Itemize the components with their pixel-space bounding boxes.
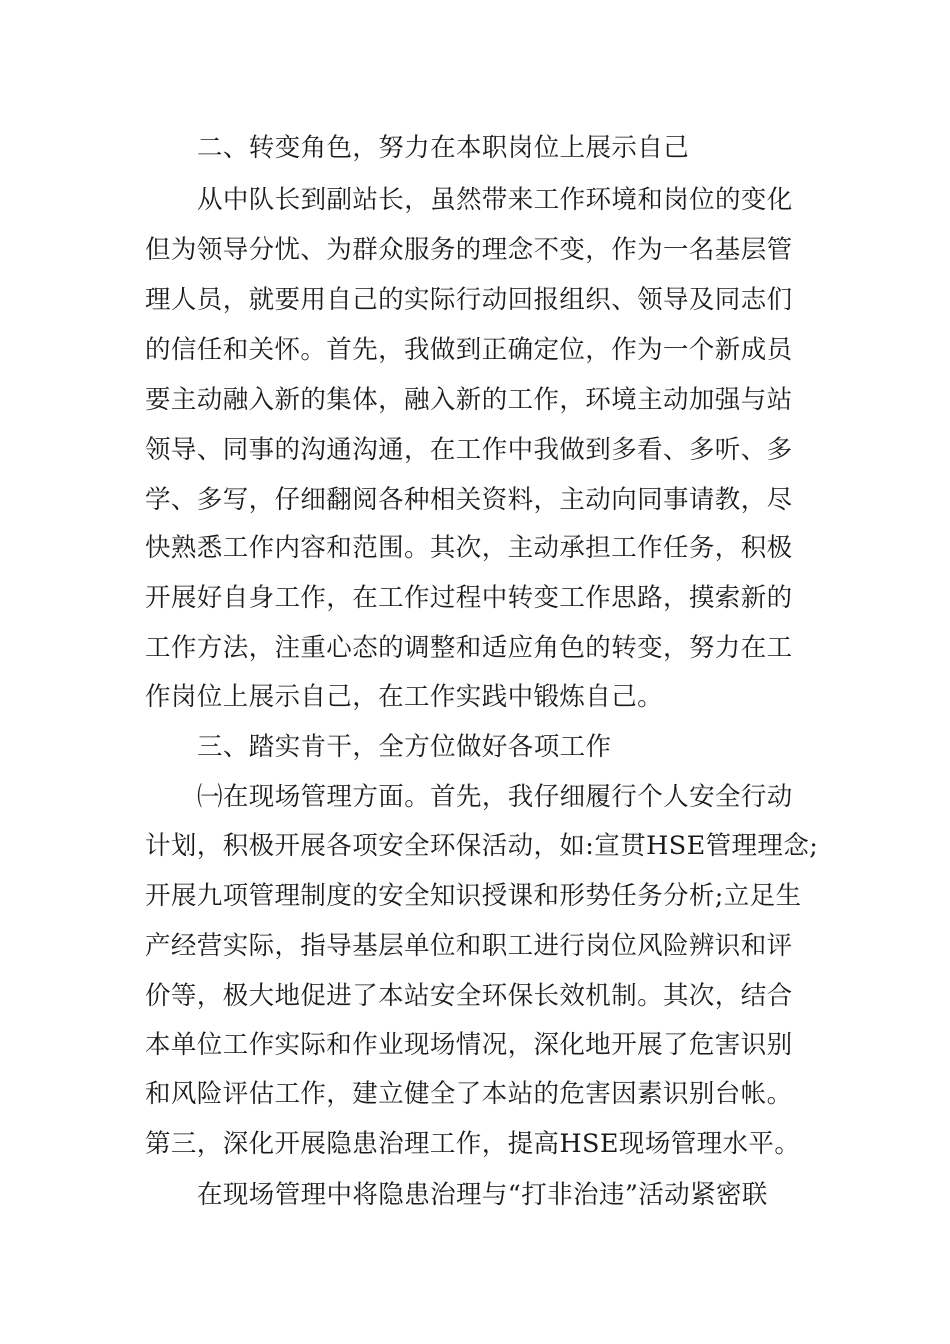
paragraph-line: 的信任和关怀。首先，我做到正确定位，作为一个新成员 — [145, 335, 793, 365]
section-heading-2: 二、转变角色，努力在本职岗位上展示自己 — [197, 133, 690, 163]
paragraph-line: 快熟悉工作内容和范围。其次，主动承担工作任务，积极 — [145, 533, 793, 563]
paragraph-line: 第三，深化开展隐患治理工作，提高HSE现场管理水平。 — [145, 1129, 801, 1159]
paragraph-line: 开展九项管理制度的安全知识授课和形势任务分析;立足生 — [145, 881, 802, 911]
paragraph-line: ㈠在现场管理方面。首先，我仔细履行个人安全行动 — [197, 782, 793, 812]
paragraph-line: 作岗位上展示自己，在工作实践中锻炼自己。 — [145, 682, 664, 712]
paragraph-line: 价等，极大地促进了本站安全环保长效机制。其次，结合 — [145, 981, 793, 1011]
paragraph-line: 理人员，就要用自己的实际行动回报组织、领导及同志们 — [145, 285, 793, 315]
paragraph-line: 产经营实际，指导基层单位和职工进行岗位风险辨识和评 — [145, 931, 793, 961]
paragraph-line: 在现场管理中将隐患治理与“打非治违”活动紧密联 — [197, 1180, 768, 1210]
paragraph-line: 计划，积极开展各项安全环保活动，如:宣贯HSE管理理念; — [145, 831, 819, 861]
paragraph-line: 但为领导分忧、为群众服务的理念不变，作为一名基层管 — [145, 235, 793, 265]
section-heading-3: 三、踏实肯干，全方位做好各项工作 — [197, 732, 612, 762]
paragraph-line: 从中队长到副站长，虽然带来工作环境和岗位的变化 — [197, 185, 793, 215]
paragraph-line: 学、多写，仔细翻阅各种相关资料，主动向同事请教，尽 — [145, 485, 793, 515]
paragraph-line: 工作方法，注重心态的调整和适应角色的转变，努力在工 — [145, 633, 793, 663]
paragraph-line: 和风险评估工作，建立健全了本站的危害因素识别台帐。 — [145, 1079, 793, 1109]
paragraph-line: 领导、同事的沟通沟通，在工作中我做到多看、多听、多 — [145, 435, 793, 465]
paragraph-line: 要主动融入新的集体，融入新的工作，环境主动加强与站 — [145, 385, 793, 415]
paragraph-line: 本单位工作实际和作业现场情况，深化地开展了危害识别 — [145, 1030, 793, 1060]
paragraph-line: 开展好自身工作，在工作过程中转变工作思路，摸索新的 — [145, 583, 793, 613]
